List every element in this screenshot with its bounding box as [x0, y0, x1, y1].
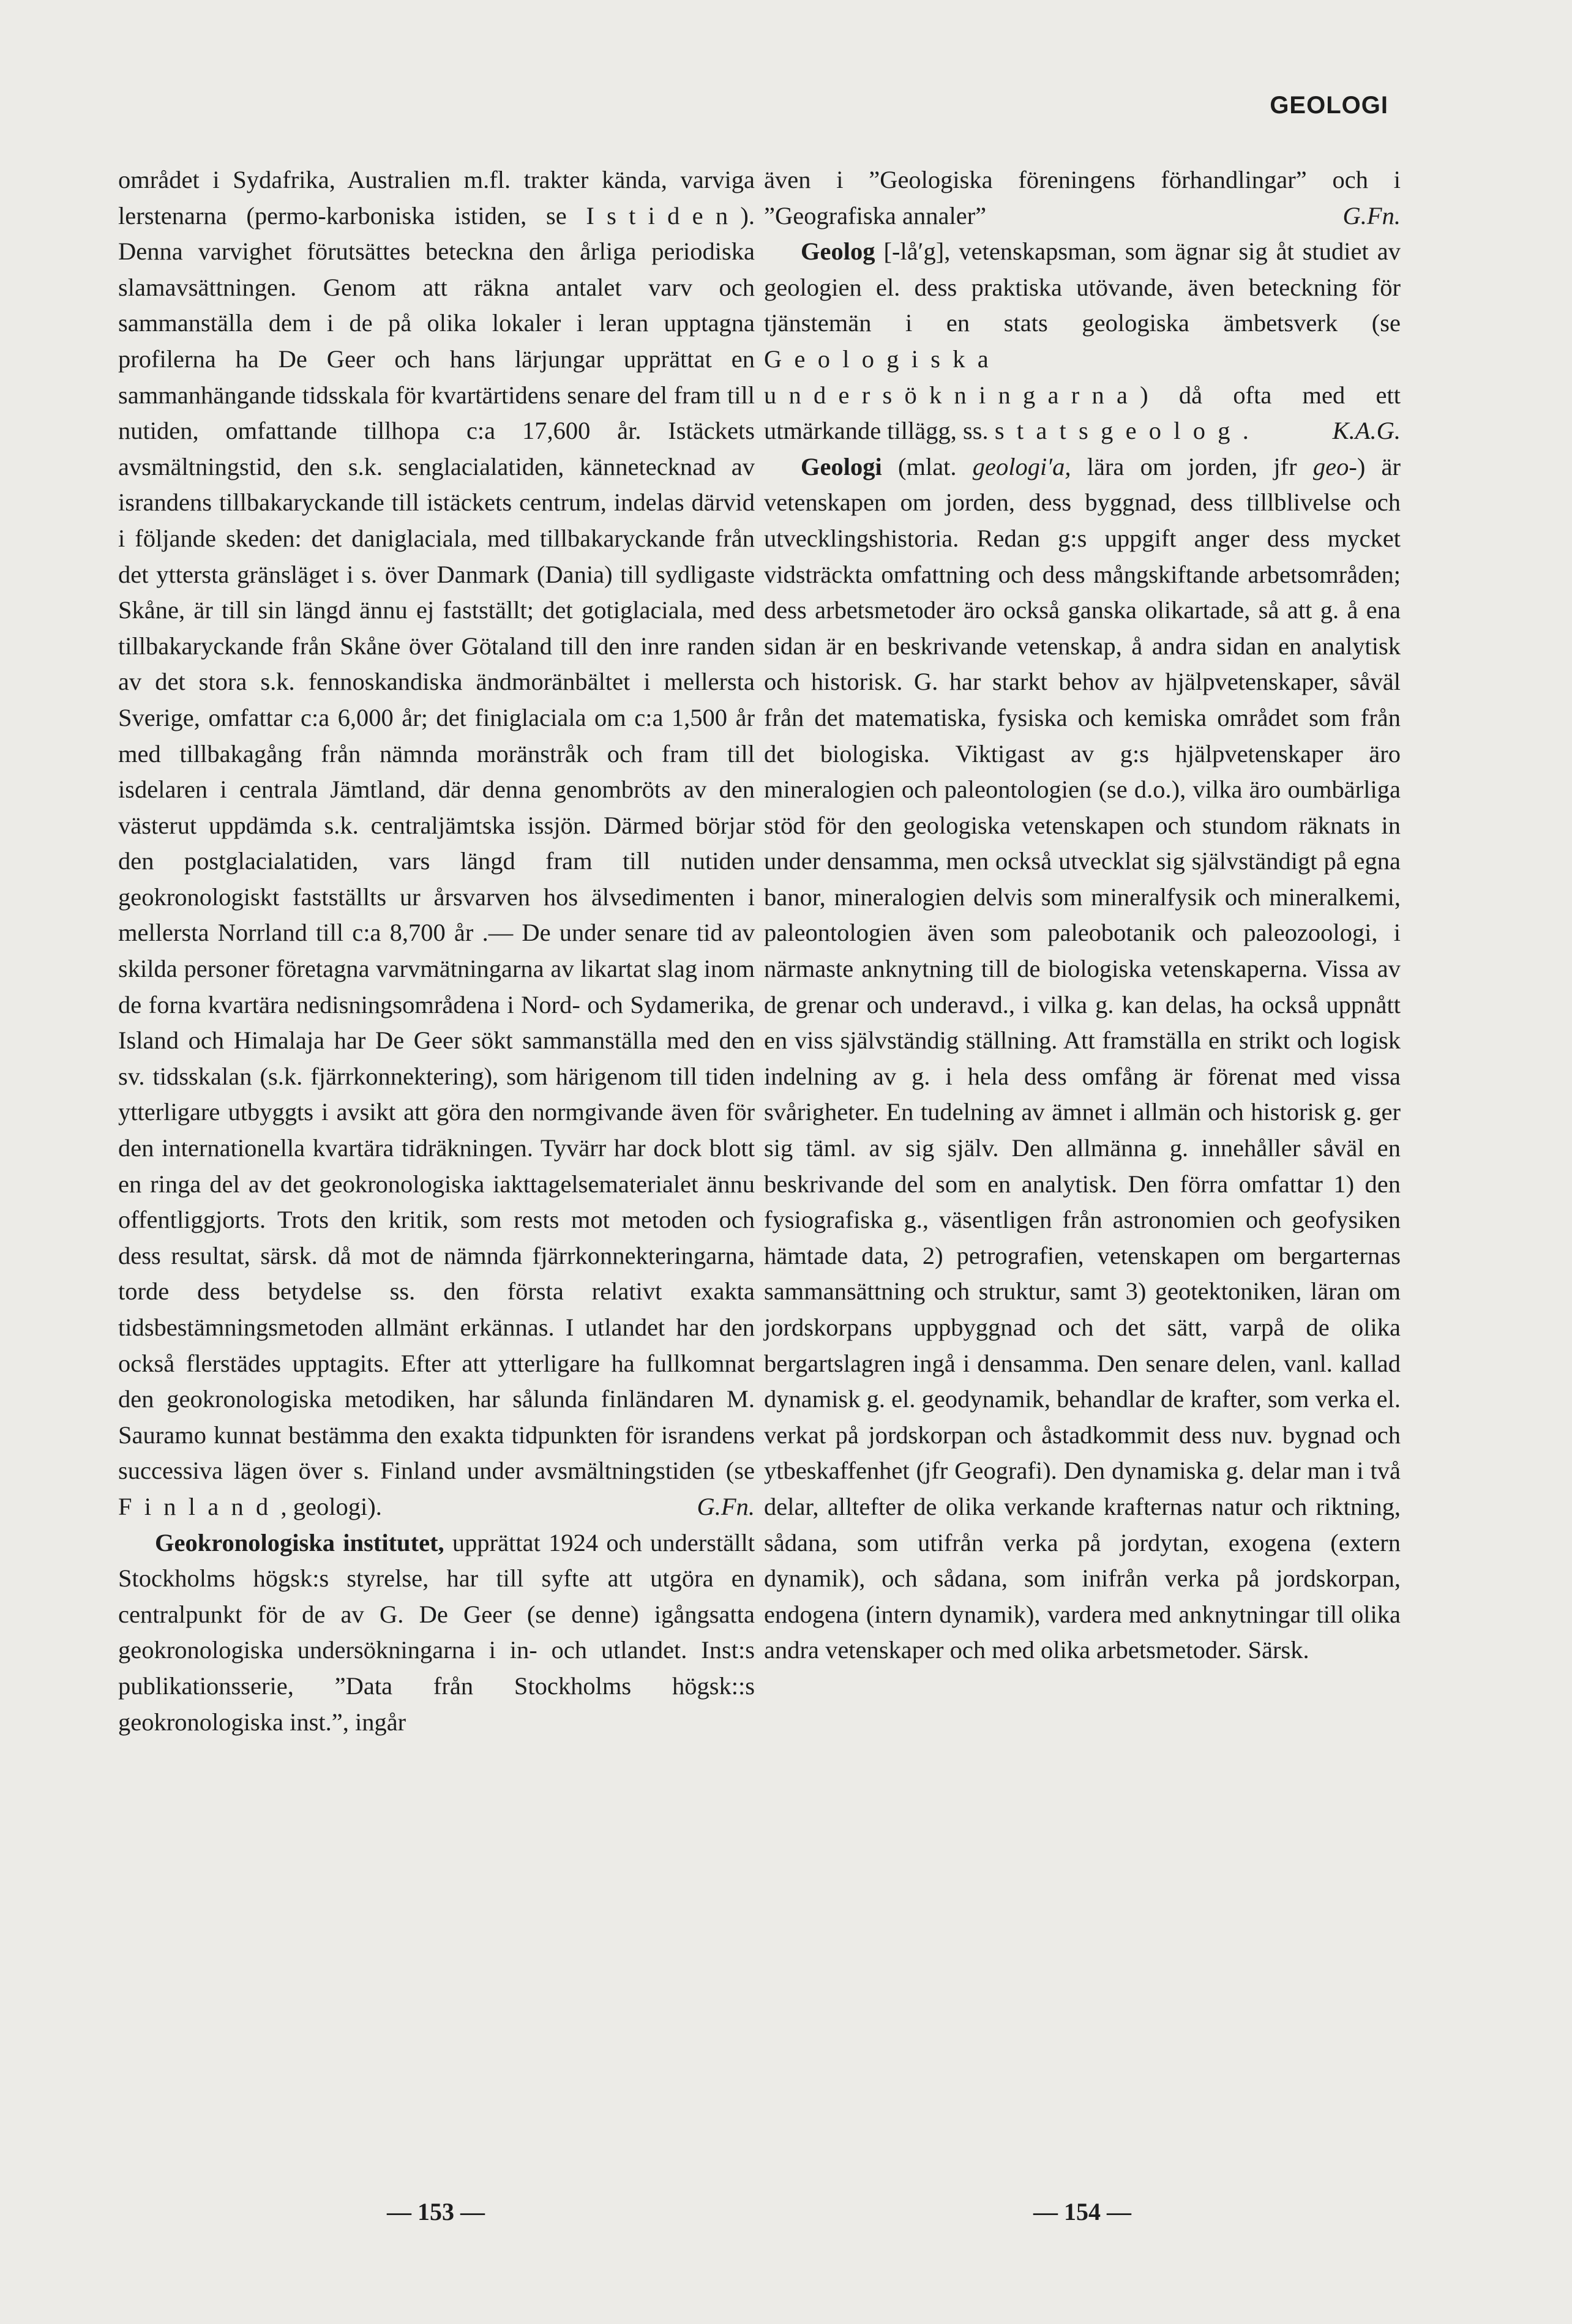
headword: Geokronologiska institutet, [155, 1528, 444, 1556]
left-entry-continuation: området i Sydafrika, Australien m.fl. trakter kända, varviga lerstenarna (permo-karboniska istiden, se Istiden). Denna varvighet förutsättes beteckna den årliga periodiska slamavsättningen. Genom att räkna antalet varv och sammanställa dem i de på olika lokaler i leran upptagna profilerna ha De Geer och hans lärjungar upprättat en sammanhängande tidsskala för kvartärtidens senare del fram till nutiden, omfattande tillhopa c:a 17,600 år. Istäckets avsmältningstid, den s.k. senglacialatiden, kännetecknad av israndens tillbakaryckande till istäckets centrum, indelas därvid i följande skeden: det daniglaciala, med tillbakaryckande från det yttersta gränsläget i s. över Danmark (Dania) till sydligaste Skåne, är till sin längd ännu ej fastställt; det gotiglaciala, med tillbakaryckande från Skåne över Götaland till den inre randen av det stora s.k. fennoskandiska ändmoränbältet i mellersta Sverige, omfattar c:a 6,000 år; det finiglaciala om c:a 1,500 år med tillbakagång från nämnda moränstråk och fram till isdelaren i centrala Jämtland, där denna genombröts av den västerut uppdämda s.k. centraljämtska issjön. Därmed börjar den postglacialatiden, vars längd fram till nutiden geokronologiskt fastställts ur årsvarven hos älvsedimenten i mellersta Norrland till c:a 8,700 år .— De under senare tid av skilda personer företagna varvmätningarna av likartat slag inom de forna kvartära nedisningsområdena i Nord- och Sydamerika, Island och Himalaja har De Geer sökt sammanställa med den sv. tidsskalan (s.k. fjärrkonnektering), som härigenom till tiden ytterligare utbyggts i avsikt att göra den normgivande även för den internationella kvartära tidräkningen. Tyvärr har dock blott en ringa del av det geokronologiska iakttagelsematerialet ännu offentliggjorts. Trots den kritik, som rests mot metoden och dess resultat, särsk. då mot de nämnda fjärrkonnekteringarna, torde dess betydelse ss. den första relativt exakta tidsbestämningsmetoden allmänt erkännas. I utlandet har den också flerstädes upptagits. Efter att ytterligare ha fullkomnat den geokronologiska metodiken, har sålunda finländaren M. Sauramo kunnat bestämma den exakta tidpunkten för israndens successiva lägen över s. Finland under avsmältningstiden (se Finland, geologi). G.Fn. [118, 162, 755, 1525]
entry-geolog: Geolog [-lå′g], vetenskapsman, som ägnar sig åt studiet av geologien el. dess praktiska utövande, även beteckning för tjänstemän i en stats geologiska ämbetsverk (se Geologiska undersökningarna) då ofta med ett utmärkande tillägg, ss. statsgeolog. K.A.G. [764, 234, 1401, 449]
headword: Geologi [801, 452, 882, 480]
cross-reference: Geologiska undersökningarna [764, 345, 1140, 409]
author-signature: K.A.G. [1332, 417, 1401, 445]
page-number-right: — 154 — [1033, 2198, 1131, 2225]
author-signature: G.Fn. [697, 1492, 755, 1520]
emphasized-term: statsgeolog [994, 417, 1243, 445]
left-column [118, 162, 755, 1740]
headword: Geolog [801, 237, 875, 266]
page-number-left: — 153 — [387, 2198, 485, 2225]
cross-reference: Istiden [586, 201, 741, 230]
cross-reference: Finland [118, 1492, 281, 1520]
entry-geokronologiska-institutet: Geokronologiska institutet, upprättat 1924 och underställt Stockholms högsk:s styrelse, har till syfte att utgöra en centralpunkt för de av G. De Geer (se denne) igångsatta geokronologiska undersökningarna i in- och utlandet. Inst:s publikationsserie, ”Data från Stockholms högsk::s geokronologiska inst.”, ingår [118, 1528, 755, 1736]
running-header: GEOLOGI [1270, 92, 1388, 119]
right-entry-continuation: även i ”Geologiska föreningens förhandlingar” och i ”Geografiska annaler” G.Fn. [764, 162, 1401, 234]
author-signature: G.Fn. [1342, 201, 1401, 230]
etymology-term: geo- [1312, 452, 1357, 480]
entry-geologi: Geologi (mlat. geologi′a, lära om jorden, jfr geo-) är vetenskapen om jorden, dess byggnad, dess tillblivelse och utvecklingshistoria. Redan g:s uppgift anger dess mycket vidsträckta omfattning och dess mångskiftande arbetsområden; dess arbetsmetoder äro också ganska olikartade, så att g. å ena sidan är en beskrivande vetenskap, å andra sidan en analytisk och historisk. G. har starkt behov av hjälpvetenskaper, såväl från det matematiska, fysiska och kemiska området som från det biologiska. Viktigast av g:s hjälpvetenskaper äro mineralogien och paleontologien (se d.o.), vilka äro oumbärliga stöd för den geologiska vetenskapen och stundom räknats in under densamma, men också utvecklat sig självständigt på egna banor, mineralogien delvis som mineralfysik och mineralkemi, paleontologien även som paleobotanik och paleozoologi, i närmaste anknytning till de biologiska vetenskaperna. Vissa av de grenar och underavd., i vilka g. kan delas, ha också uppnått en viss självständig ställning. Att framställa en strikt och logisk indelning av g. i hela dess omfång är förenat med vissa svårigheter. En tudelning av ämnet i allmän och historisk g. ger sig täml. av sig själv. Den allmänna g. innehåller såväl en beskrivande del som en analytisk. Den förra omfattar 1) den fysiografiska g., väsentligen från astronomien och geofysiken hämtade data, 2) petrografien, vetenskapen om bergarternas sammansättning och struktur, samt 3) geotektoniken, läran om jordskorpans uppbyggnad och det sätt, varpå de olika bergartslagren ingå i densamma. Den senare delen, vanl. kallad dynamisk g. el. geodynamik, behandlar de krafter, som verka el. verkat på jordskorpan och åstadkommit dess nuv. bygnad och ytbeskaffenhet (jfr Geografi). Den dynamiska g. delar man i två delar, alltefter de olika verkande krafternas natur och riktning, sådana, som utifrån verka på jordytan, exogena (extern dynamik), och sådana, som inifrån verka på jordskorpan, endogena (intern dynamik), vardera med anknytningar till olika andra vetenskaper och med olika arbetsmetoder. Särsk. [764, 452, 1401, 1664]
etymology-term: geologi′a, [972, 452, 1071, 480]
right-column [764, 162, 1401, 1668]
